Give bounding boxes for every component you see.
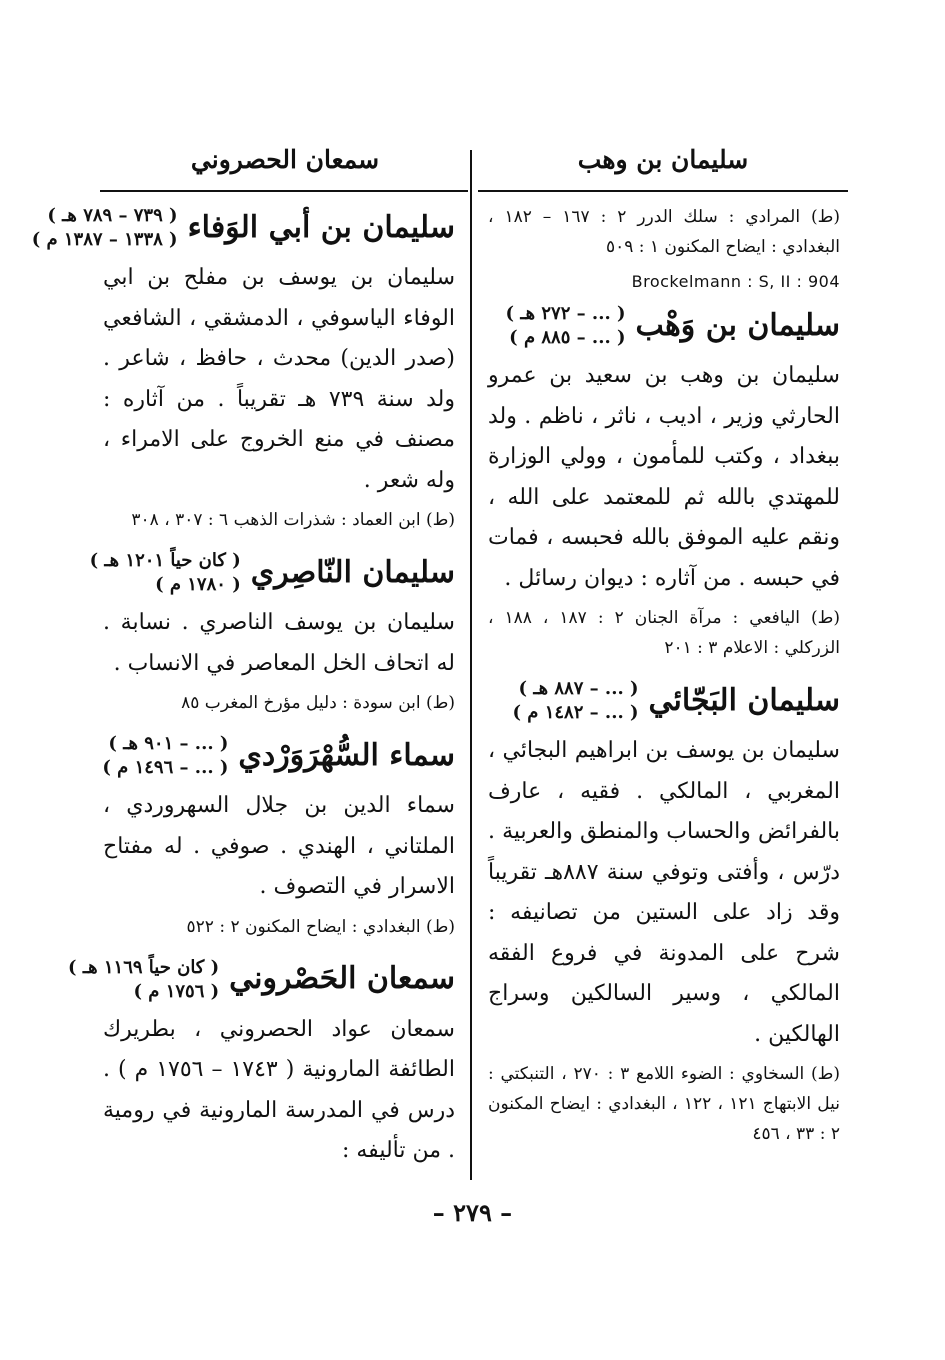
entry-body: سليمان بن وهب بن سعيد بن عمرو الحارثي وزير ، اديب ، ناثر ، ناظم . ولد ببغداد ، وكتب للمأمون ، وولي الوزارة للمهتدي بالله ثم للمعتمد على الله ، ونقم عليه الموفق بالله فحبسه ، فمات في حبسه . من آثاره : ديوان رسائل .	[488, 363, 840, 591]
right-column	[488, 198, 840, 1163]
entry-headword	[31, 204, 455, 252]
date-hijri: ( ... – ٢٧٢ هـ )	[505, 303, 626, 324]
entry-sources: (ط) اليافعي : مرآة الجنان ٢ : ١٨٧ ، ١٨٨ ، الزركلي : الاعلام ٣ : ٢٠١	[488, 608, 841, 658]
header-rule-right	[478, 190, 848, 192]
entry-sulayman-al-nasiri	[89, 549, 455, 718]
entry-body: سليمان بن يوسف الناصري . نسابة . له اتحاف الخل المعاصر في الانساب .	[103, 610, 455, 676]
headword-name: سليمان بن وَهْب	[635, 307, 840, 343]
continuation-source: (ط) المرادي : سلك الدرر ٢ : ١٦٧ – ١٨٢ ، البغدادي : ايضاح المكنون ١ : ٥٠٩	[488, 207, 840, 257]
entry-sources: (ط) ابن سودة : دليل مؤرخ المغرب ٨٥	[181, 693, 455, 713]
entry-headword	[488, 302, 840, 350]
entry-body: سماء الدين بن جلال السهروردي ، الملتاني ، الهندي . صوفي . له مفتاح الاسرار في التصوف .	[103, 793, 455, 899]
date-gregorian: ( ١٣٣٨ – ١٣٨٧ م )	[31, 229, 178, 250]
date-gregorian: ( ... – ١٤٨٢ م )	[512, 702, 639, 723]
entry-body: سليمان بن يوسف بن ابراهيم البجائي ، المغربي ، المالكي . فقيه ، عارف بالفرائض والحساب والمنطق والعربية . درّس ، وأفتى وتوفي سنة ٨٨٧هـ تقريباً وقد زاد على الستين من تصانيفه : شرح على المدونة في فروع الفقه المالكي ، وسير السالكين وسراج الهالكين .	[488, 738, 840, 1047]
headword-dates	[32, 204, 178, 252]
date-hijri: ( ... – ٩٠١ هـ )	[108, 733, 229, 754]
entry-headword	[488, 677, 840, 725]
headword-name: سليمان النّاصِري	[250, 554, 455, 590]
date-hijri: ( كان حياً ١٢٠١ هـ )	[89, 550, 241, 571]
headword-dates	[90, 549, 241, 597]
date-gregorian: ( ... – ٨٨٥ م )	[509, 327, 626, 348]
date-gregorian: ( ... – ١٤٩٦ م )	[102, 757, 229, 778]
headword-dates	[513, 677, 639, 725]
headword-dates	[506, 302, 626, 350]
running-head-left: سمعان الحصروني	[190, 145, 380, 174]
entry-headword	[68, 956, 455, 1004]
entry-body: سمعان عواد الحصروني ، بطريرك الطائفة المارونية ( ١٧٤٣ – ١٧٥٦ م ) . درس في المدرسة المارونية في رومية . من تأليفه :	[103, 1016, 455, 1163]
entry-siman-al-hasruni	[68, 956, 455, 1172]
entry-sama-al-suhrawardi	[103, 732, 455, 942]
latin-reference: Brockelmann : S, II : 904	[631, 272, 840, 291]
running-head-right: سليمان بن وهب	[577, 145, 749, 174]
entry-sources: (ط) السخاوي : الضوء اللامع ٣ : ٢٧٠ ، التنبكتي : نيل الابتهاج ١٢١ ، ١٢٢ ، البغدادي : ايضاح المكنون ٢ : ٣٣ ، ٤٥٦	[488, 1064, 841, 1144]
page-number: – ٢٧٩ –	[432, 1198, 513, 1227]
entry-headword	[103, 732, 455, 780]
entry-sulayman-ibn-abi-al-wafa	[31, 204, 455, 535]
headword-dates	[68, 956, 219, 1004]
headword-name: سماء السُّهْرَوَرْدي	[238, 737, 455, 773]
header-rule-left	[100, 190, 468, 192]
date-hijri: ( ... – ٨٨٧ هـ )	[518, 678, 639, 699]
headword-name: سمعان الحَصْروني	[229, 961, 455, 997]
date-gregorian: ( ١٧٨٠ م )	[155, 574, 241, 595]
column-divider	[470, 150, 472, 1180]
entry-sulayman-ibn-wahb	[488, 302, 840, 663]
date-hijri: ( كان حياً ١١٦٩ هـ )	[68, 956, 220, 978]
date-gregorian: ( ١٧٥٦ م )	[133, 980, 220, 1002]
left-column	[31, 198, 455, 1186]
entry-sources: (ط) ابن العماد : شذرات الذهب ٦ : ٣٠٧ ، ٣٠٨	[131, 510, 455, 530]
headword-dates	[102, 732, 228, 780]
headword-name: سليمان البَجّائي	[648, 682, 840, 718]
entry-sources: (ط) البغدادي : ايضاح المكنون ٢ : ٥٢٢	[186, 916, 455, 937]
entry-headword	[89, 549, 455, 597]
entry-sulayman-al-bijai	[488, 677, 840, 1149]
headword-name: سليمان بن أبي الوَفاء	[187, 209, 455, 245]
date-hijri: ( ٧٣٩ – ٧٨٩ هـ )	[47, 205, 178, 226]
entry-body: سليمان بن يوسف بن مفلح بن ابي الوفاء الياسوفي ، الدمشقي ، الشافعي (صدر الدين) محدث ، حافظ ، شاعر . ولد سنة ٧٣٩ هـ تقريباً . من آثاره : مصنف في منع الخروج على الامراء ، وله شعر .	[103, 265, 455, 493]
